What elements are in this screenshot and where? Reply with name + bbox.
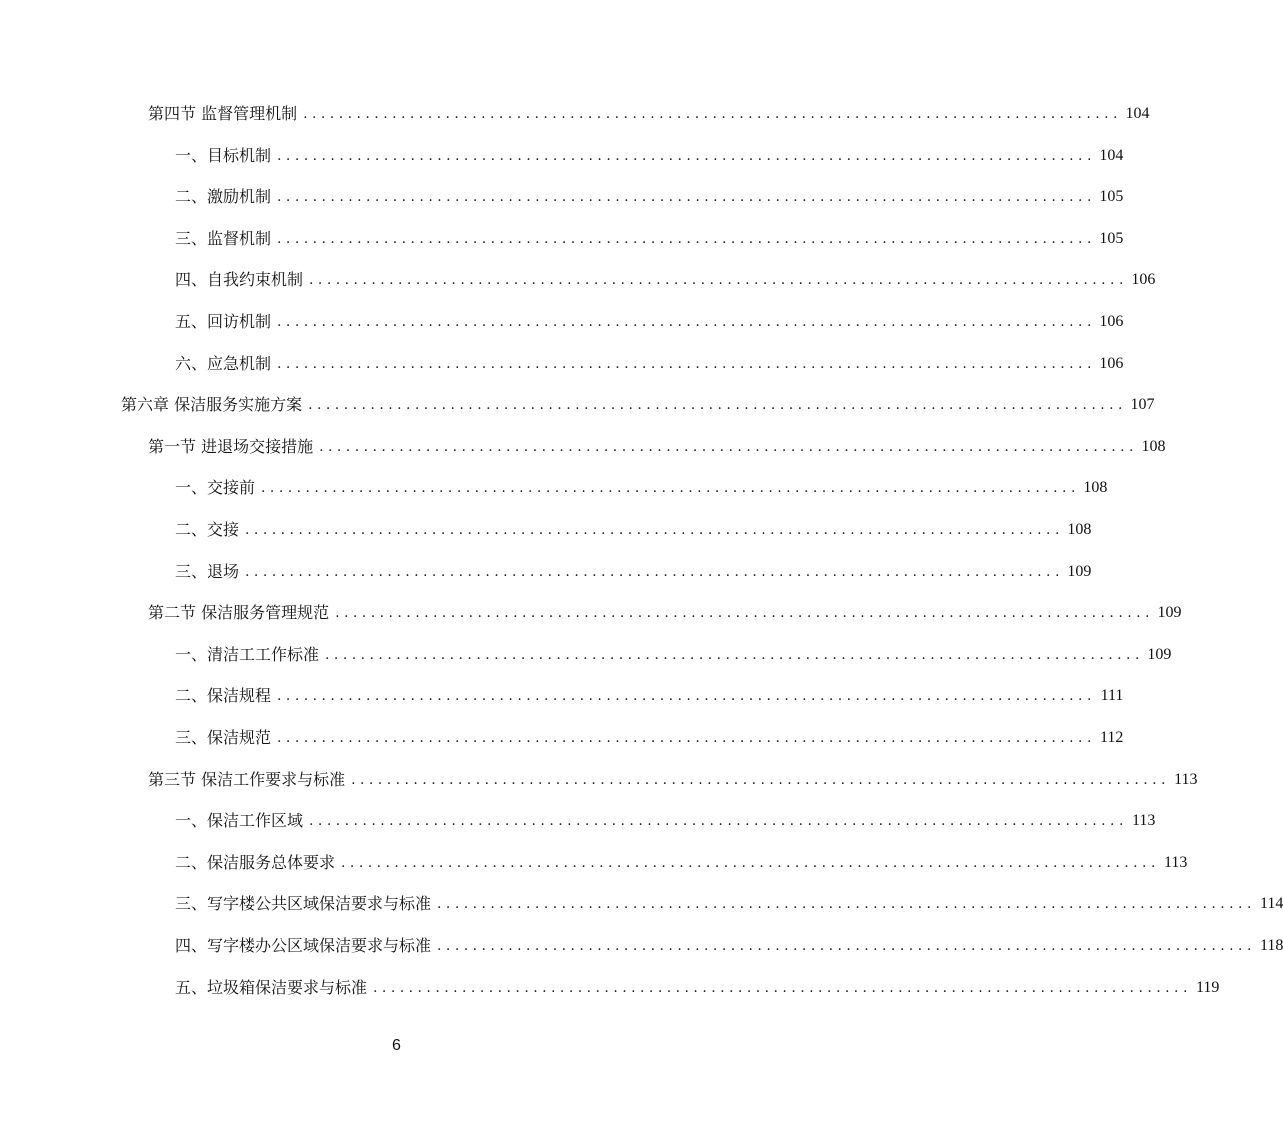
- toc-entry[interactable]: [0, 637, 1172, 673]
- toc-leader-dots: [341, 853, 1155, 873]
- toc-entry-title: 六、应急机制: [175, 353, 272, 373]
- toc-entry-title: 一、保洁工作区域: [175, 811, 304, 831]
- toc-entry-page: 106: [1099, 313, 1124, 330]
- toc-leader-dots: [277, 229, 1091, 249]
- toc-entry-title: 第三节 保洁工作要求与标准: [148, 769, 346, 789]
- toc-entry[interactable]: [0, 346, 1124, 382]
- toc-leader-dots: [277, 187, 1091, 207]
- toc-entry-title: 三、监督机制: [175, 228, 272, 248]
- toc-entry-page: 104: [1125, 105, 1150, 122]
- toc-entry[interactable]: [0, 554, 1092, 590]
- toc-leader-dots: [261, 478, 1075, 498]
- toc-entry-page: 113: [1132, 812, 1156, 830]
- toc-entry-page: 108: [1067, 521, 1092, 538]
- toc-entry[interactable]: [0, 845, 1188, 881]
- toc-leader-dots: [319, 437, 1133, 457]
- toc-entry-title: 三、保洁规范: [175, 728, 272, 747]
- toc-leader-dots: [277, 728, 1091, 748]
- toc-entry-title: 第一节 进退场交接措施: [148, 436, 314, 456]
- toc-entry-page: 106: [1099, 354, 1124, 372]
- toc-entry-page: 118: [1260, 937, 1283, 954]
- toc-leader-dots: [245, 562, 1059, 582]
- toc-entry-page: 107: [1130, 396, 1155, 414]
- toc-leader-dots: [373, 978, 1187, 998]
- toc-entry-page: 108: [1141, 437, 1166, 455]
- toc-entry-title: 五、回访机制: [175, 312, 272, 331]
- toc-leader-dots: [303, 104, 1117, 124]
- toc-entry[interactable]: [0, 221, 1124, 257]
- toc-entry[interactable]: [0, 762, 1198, 798]
- toc-entry-title: 第二节 保洁服务管理规范: [148, 603, 330, 623]
- toc-entry-page: 119: [1196, 978, 1220, 996]
- toc-entry-title: 二、激励机制: [175, 187, 272, 207]
- toc-entry-title: 二、保洁规程: [175, 686, 272, 706]
- toc-entry-page: 109: [1147, 645, 1172, 663]
- toc-entry-page: 109: [1157, 604, 1182, 622]
- toc-entry-title: 一、交接前: [175, 478, 256, 498]
- toc-entry-page: 106: [1131, 271, 1156, 289]
- toc-leader-dots: [277, 312, 1091, 332]
- toc-entry-page: 111: [1100, 687, 1124, 705]
- toc-entry[interactable]: [0, 678, 1124, 714]
- toc-leader-dots: [309, 270, 1123, 290]
- toc-entry-title: 五、垃圾箱保洁要求与标准: [175, 977, 368, 997]
- toc-entry-title: 二、保洁服务总体要求: [175, 852, 336, 872]
- toc-entry-page: 113: [1164, 853, 1188, 871]
- toc-entry-page: 105: [1099, 188, 1124, 206]
- page-number: 6: [392, 1037, 401, 1054]
- toc-entry-title: 四、写字楼办公区域保洁要求与标准: [175, 936, 432, 955]
- toc-entry-title: 第四节 监督管理机制: [148, 104, 298, 123]
- toc-entry-title: 第六章 保洁服务实施方案: [121, 395, 303, 415]
- toc-leader-dots: [437, 894, 1251, 914]
- toc-entry-title: 一、清洁工工作标准: [175, 644, 320, 664]
- toc-entry[interactable]: [0, 803, 1156, 839]
- toc-leader-dots: [308, 395, 1122, 415]
- toc-entry[interactable]: [0, 512, 1092, 548]
- toc-entry-page: 114: [1260, 895, 1283, 913]
- toc-leader-dots: [335, 603, 1149, 623]
- toc-entry-title: 三、退场: [175, 561, 240, 581]
- toc-entry-page: 105: [1099, 229, 1124, 247]
- toc-leader-dots: [277, 354, 1091, 374]
- toc-entry[interactable]: [0, 595, 1182, 631]
- toc-entry[interactable]: [0, 138, 1124, 174]
- toc-entry[interactable]: [0, 387, 1155, 423]
- toc-entry-title: 三、写字楼公共区域保洁要求与标准: [175, 894, 432, 914]
- toc-leader-dots: [325, 645, 1139, 665]
- toc-entry-page: 113: [1174, 770, 1198, 788]
- toc-entry-title: 二、交接: [175, 520, 240, 539]
- toc-entry[interactable]: [0, 304, 1124, 340]
- toc-leader-dots: [309, 811, 1123, 831]
- toc-entry-page: 109: [1067, 562, 1092, 580]
- toc-leader-dots: [277, 686, 1091, 706]
- toc-leader-dots: [351, 770, 1165, 790]
- toc-entry[interactable]: [0, 96, 1150, 132]
- toc-entry[interactable]: [0, 970, 1220, 1006]
- toc-entry[interactable]: [0, 429, 1166, 465]
- toc-entry[interactable]: [0, 179, 1124, 215]
- toc-entry[interactable]: [0, 470, 1108, 506]
- toc-leader-dots: [245, 520, 1059, 540]
- toc-entry-title: 一、目标机制: [175, 145, 272, 165]
- toc-entry[interactable]: [0, 262, 1156, 298]
- toc-entry[interactable]: [0, 928, 1283, 964]
- toc-entry-page: 112: [1100, 729, 1124, 746]
- toc-entry[interactable]: [0, 720, 1124, 756]
- toc-entry[interactable]: [0, 886, 1283, 922]
- toc-leader-dots: [437, 936, 1251, 956]
- toc-entry-title: 四、自我约束机制: [175, 270, 304, 290]
- toc-entry-page: 108: [1083, 479, 1108, 497]
- toc-leader-dots: [277, 146, 1091, 166]
- toc-entry-page: 104: [1099, 146, 1124, 164]
